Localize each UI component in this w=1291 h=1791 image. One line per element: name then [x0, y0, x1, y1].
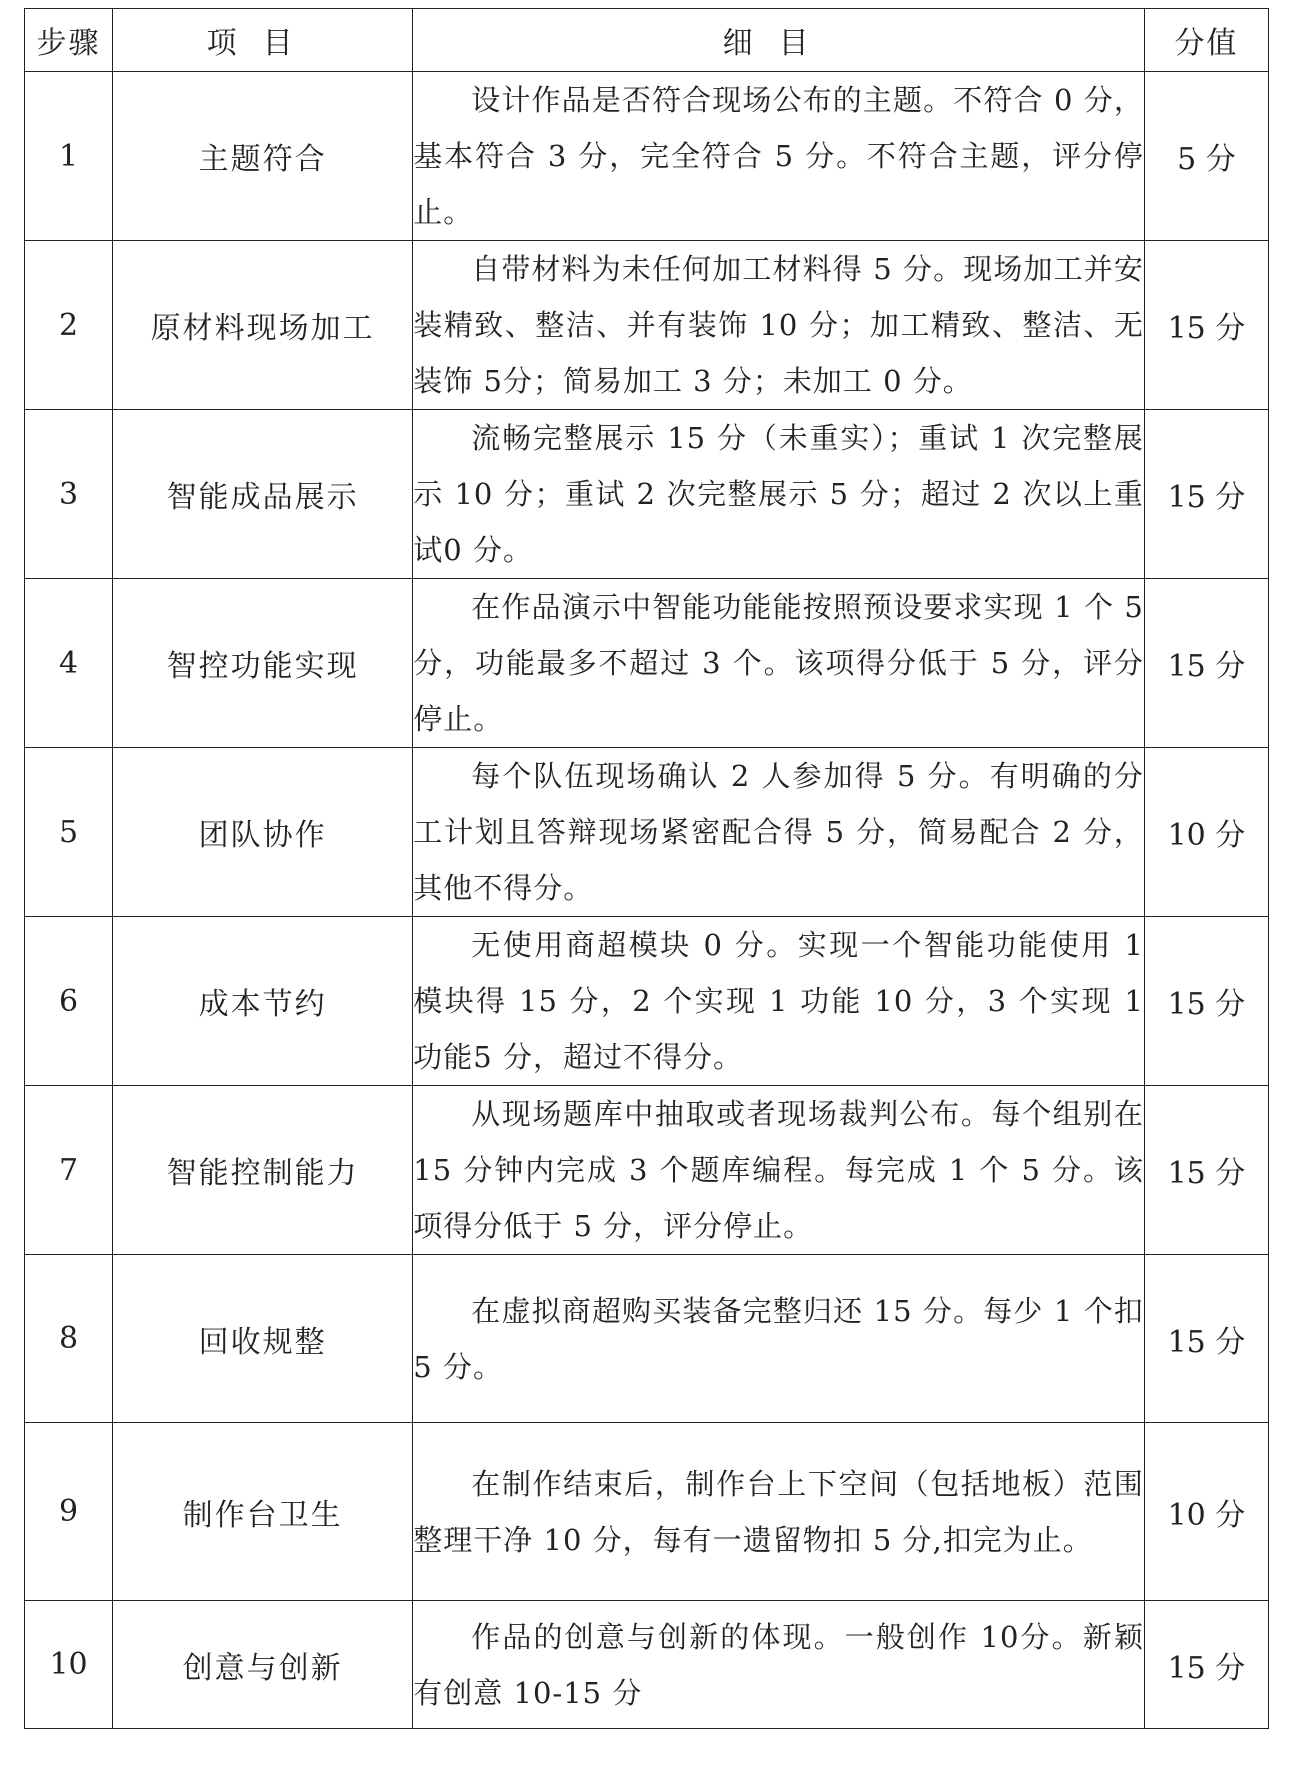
item-detail: [413, 1423, 1145, 1601]
header-item: 项目: [113, 9, 413, 72]
score-value: 5 分: [1144, 72, 1268, 241]
table-row: [25, 1423, 1269, 1601]
item-name: 制作台卫生: [113, 1423, 413, 1601]
item-name: 智能成品展示: [113, 410, 413, 579]
table-row: [25, 917, 1269, 1086]
step-number: 4: [25, 579, 113, 748]
scoring-table: [24, 8, 1269, 1729]
step-number: 6: [25, 917, 113, 1086]
table-row: [25, 410, 1269, 579]
item-detail: [413, 241, 1145, 410]
step-number: 7: [25, 1086, 113, 1255]
score-value: 15 分: [1144, 1086, 1268, 1255]
detail-text: 从现场题库中抽取或者现场裁判公布。每个组别在15 分钟内完成 3 个题库编程。每完成 1 个 5 分。该项得分低于 5 分，评分停止。: [413, 1097, 1144, 1243]
detail-text: 在虚拟商超购买装备完整归还 15 分。每少 1 个扣 5 分。: [413, 1293, 1144, 1384]
item-name: 智能控制能力: [113, 1086, 413, 1255]
item-detail: [413, 748, 1145, 917]
item-name: 智控功能实现: [113, 579, 413, 748]
step-number: 5: [25, 748, 113, 917]
score-value: 15 分: [1144, 917, 1268, 1086]
item-detail: [413, 72, 1145, 241]
item-detail: [413, 579, 1145, 748]
table-row: [25, 579, 1269, 748]
item-name: 原材料现场加工: [113, 241, 413, 410]
item-name: 回收规整: [113, 1255, 413, 1423]
score-value: 15 分: [1144, 579, 1268, 748]
detail-text: 流畅完整展示 15 分（未重实）；重试 1 次完整展示 10 分；重试 2 次完整展示 5 分；超过 2 次以上重试0 分。: [413, 421, 1144, 567]
table-row: [25, 1255, 1269, 1423]
item-name: 创意与创新: [113, 1601, 413, 1729]
table-row: [25, 72, 1269, 241]
step-number: 9: [25, 1423, 113, 1601]
detail-text: 无使用商超模块 0 分。实现一个智能功能使用 1 模块得 15 分，2 个实现 1 功能 10 分，3 个实现 1 功能5 分，超过不得分。: [413, 928, 1144, 1074]
detail-text: 在作品演示中智能功能能按照预设要求实现 1 个 5分，功能最多不超过 3 个。该项得分低于 5 分，评分停止。: [413, 590, 1144, 736]
item-detail: [413, 1086, 1145, 1255]
table-row: [25, 1086, 1269, 1255]
step-number: 3: [25, 410, 113, 579]
score-value: 15 分: [1144, 410, 1268, 579]
item-detail: [413, 917, 1145, 1086]
item-name: 团队协作: [113, 748, 413, 917]
score-value: 10 分: [1144, 1423, 1268, 1601]
detail-text: 自带材料为未任何加工材料得 5 分。现场加工并安装精致、整洁、并有装饰 10 分；加工精致、整洁、无装饰 5分；简易加工 3 分；未加工 0 分。: [413, 252, 1144, 398]
header-row: [25, 9, 1269, 72]
header-detail: 细目: [413, 9, 1145, 72]
table-row: [25, 1601, 1269, 1729]
header-step: 步骤: [25, 9, 113, 72]
step-number: 8: [25, 1255, 113, 1423]
score-value: 15 分: [1144, 1255, 1268, 1423]
item-name: 成本节约: [113, 917, 413, 1086]
score-value: 15 分: [1144, 1601, 1268, 1729]
table-row: [25, 241, 1269, 410]
item-detail: [413, 1601, 1145, 1729]
header-score: 分值: [1144, 9, 1268, 72]
score-value: 15 分: [1144, 241, 1268, 410]
item-name: 主题符合: [113, 72, 413, 241]
step-number: 1: [25, 72, 113, 241]
step-number: 10: [25, 1601, 113, 1729]
step-number: 2: [25, 241, 113, 410]
detail-text: 在制作结束后，制作台上下空间（包括地板）范围整理干净 10 分，每有一遗留物扣 5 分,扣完为止。: [413, 1466, 1144, 1557]
score-value: 10 分: [1144, 748, 1268, 917]
detail-text: 设计作品是否符合现场公布的主题。不符合 0 分，基本符合 3 分，完全符合 5 分。不符合主题，评分停止。: [413, 83, 1144, 229]
table-row: [25, 748, 1269, 917]
item-detail: [413, 410, 1145, 579]
item-detail: [413, 1255, 1145, 1423]
detail-text: 每个队伍现场确认 2 人参加得 5 分。有明确的分工计划且答辩现场紧密配合得 5 分，简易配合 2 分， 其他不得分。: [413, 759, 1144, 905]
detail-text: 作品的创意与创新的体现。一般创作 10分。新颖有创意 10-15 分: [413, 1619, 1144, 1710]
